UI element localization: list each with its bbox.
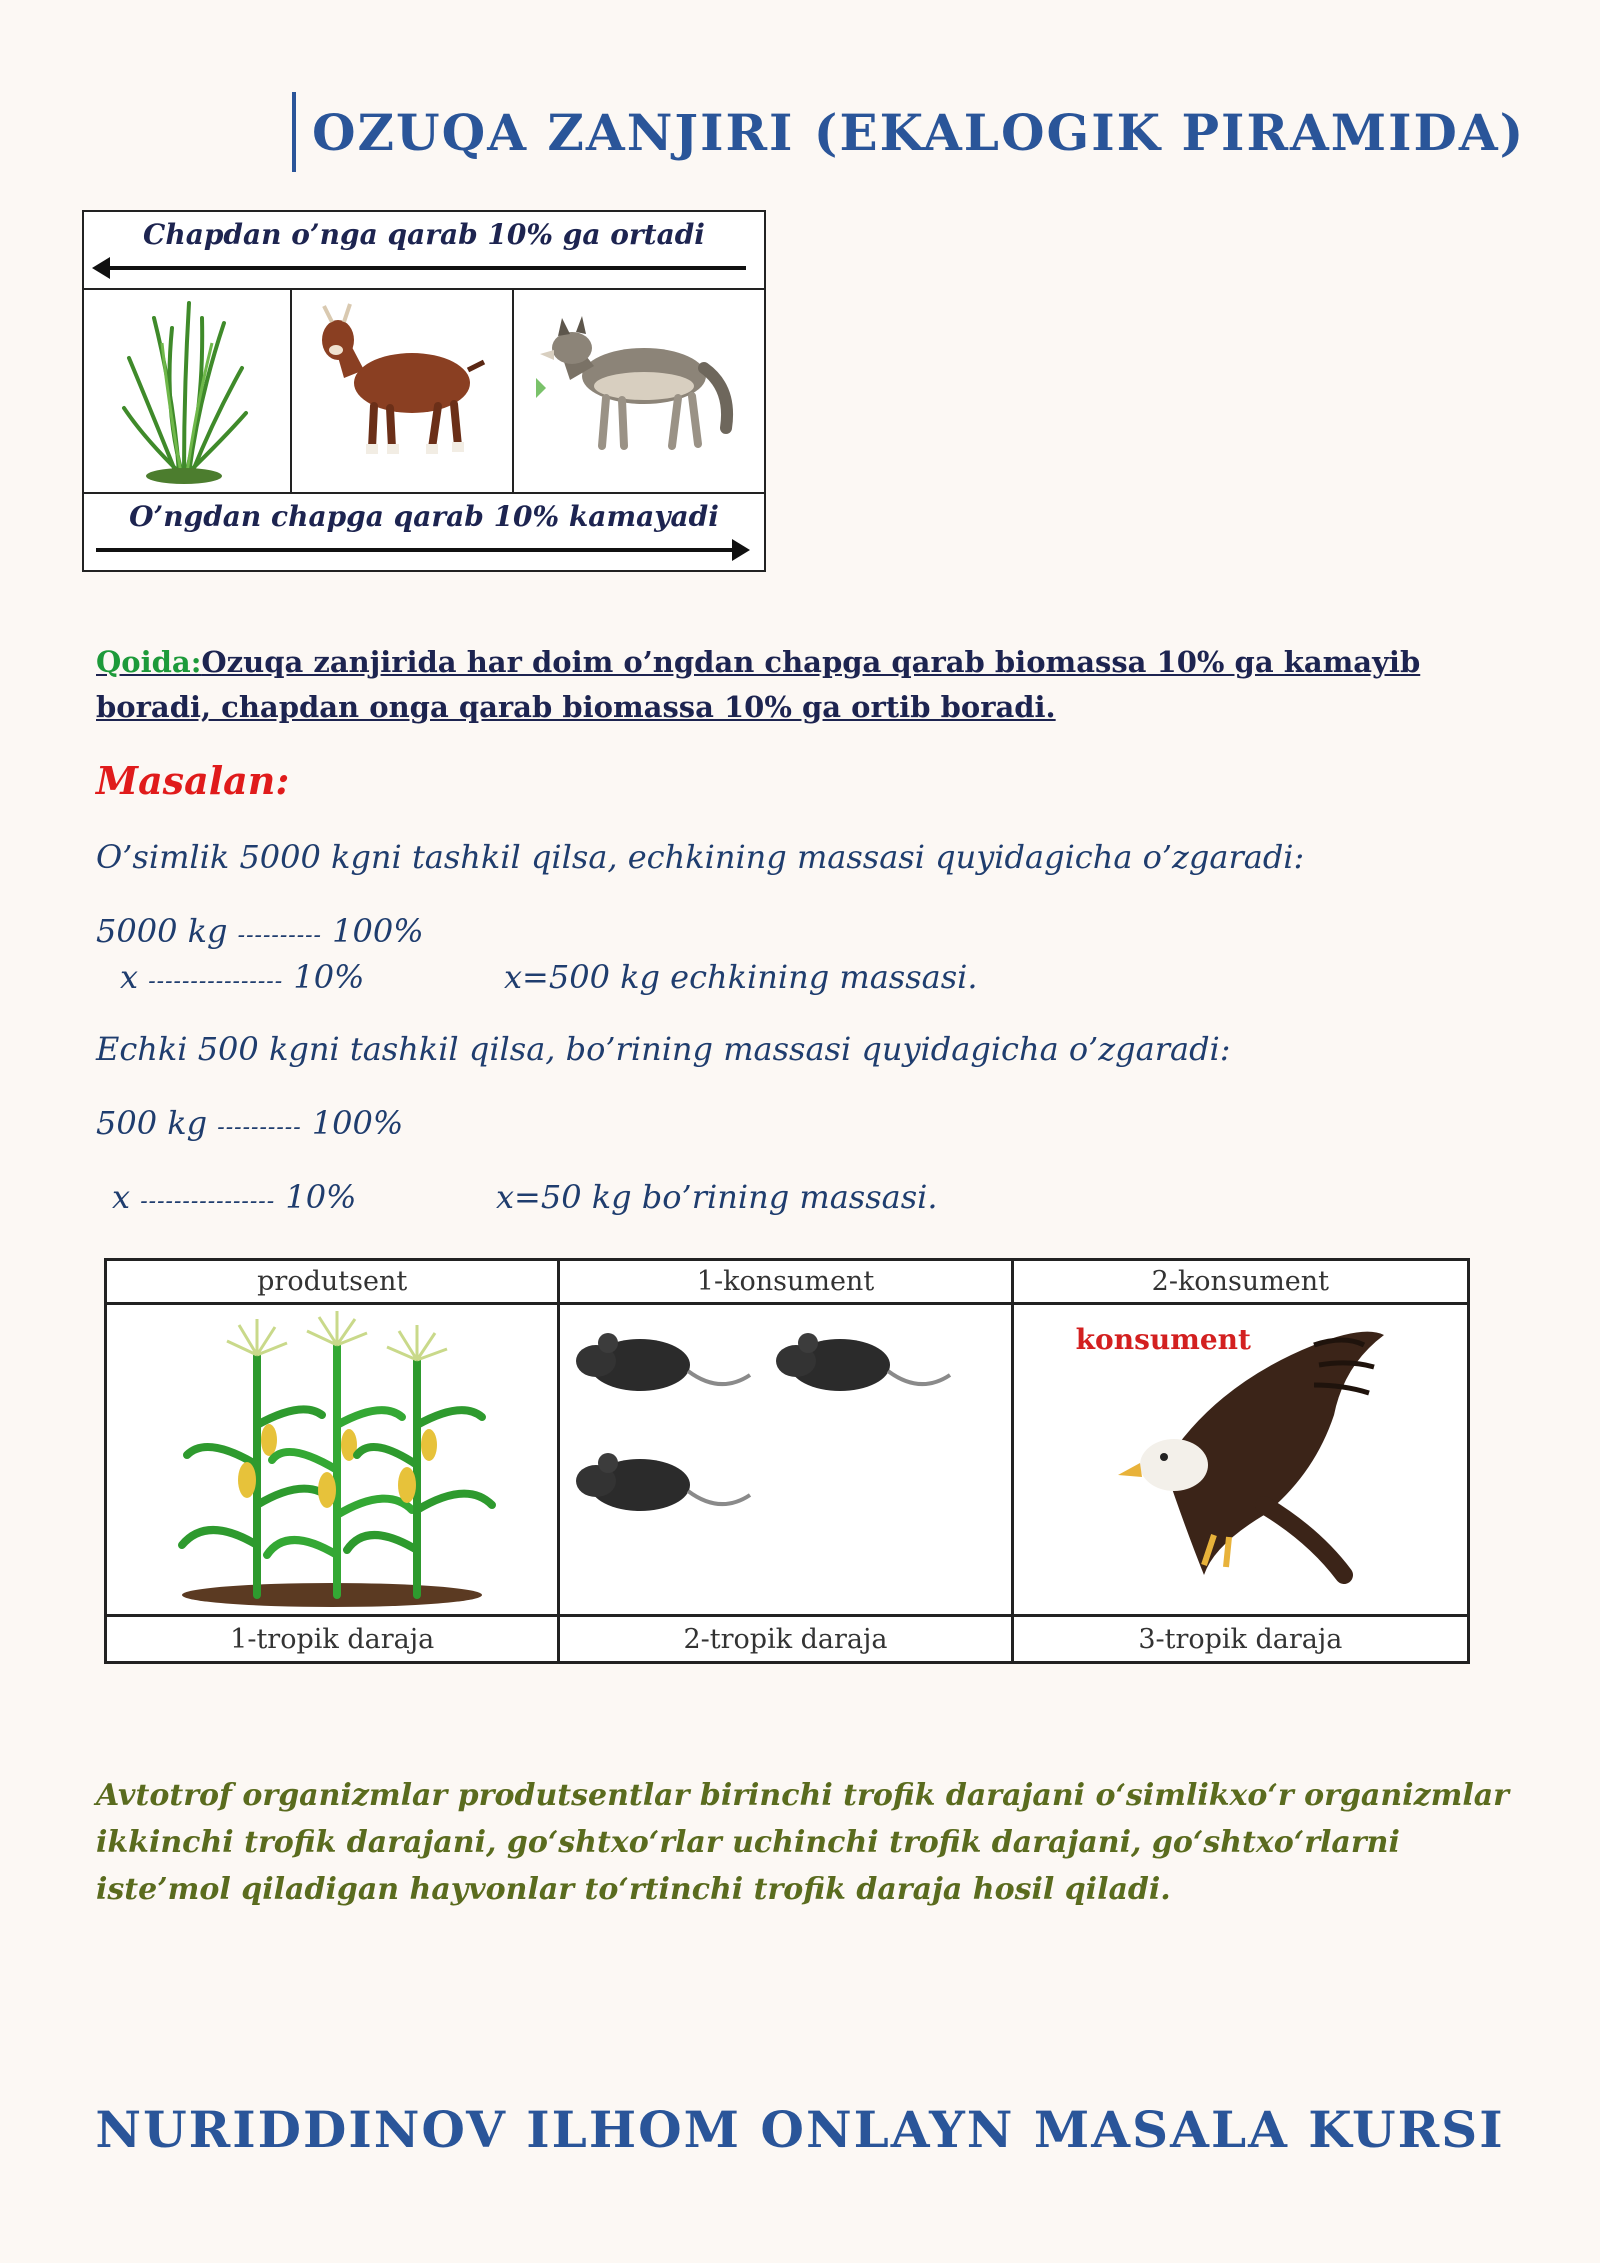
proportion-1b-dash: ----------------: [148, 969, 284, 994]
trophic-table: [104, 1258, 1470, 1664]
chain-top-caption: Chapdan o’nga qarab 10% ga ortadi: [143, 218, 705, 251]
proportion-2b: [112, 1178, 356, 1216]
eagle-cell: [1014, 1305, 1467, 1617]
proportion-2a-dash: ----------: [217, 1115, 302, 1140]
corn-image: [107, 1305, 557, 1615]
chain-top-row: [84, 212, 764, 290]
rat-3: [576, 1453, 750, 1511]
proportion-1a-left: 5000 kg: [96, 912, 228, 950]
konsument-label: konsument: [1075, 1323, 1251, 1356]
proportion-1-result: x=500 kg echkining massasi.: [504, 958, 978, 996]
wolf-image: [514, 288, 764, 494]
proportion-2b-dash: ----------------: [140, 1189, 276, 1214]
footer-1-tropik: 1-tropik daraja: [107, 1617, 560, 1661]
proportion-1b-right: 10%: [293, 958, 365, 996]
summary-paragraph: Avtotrof organizmlar produtsentlar birinchi trofik darajani o‘simlikxo‘r organizmlar ikkinchi trofik darajani, go‘shtxo‘rlar uchinchi trofik darajani, go‘shtxo‘rlarni iste’mol qiladigan hayvonlar to‘rtinchi trofik daraja hosil qiladi.: [96, 1778, 1509, 1907]
proportion-1a-right: 100%: [332, 912, 424, 950]
proportion-1b-left: x: [120, 958, 139, 996]
food-chain-box: [82, 210, 766, 572]
example-line-2: Echki 500 kgni tashkil qilsa, bo’rining massasi quyidagicha o’zgaradi:: [96, 1030, 1231, 1068]
goat-cell: [292, 288, 514, 494]
chain-bottom-caption: O’ngdan chapga qarab 10% kamayadi: [129, 500, 719, 533]
rats-image: [560, 1305, 1010, 1615]
chain-images-row: [84, 288, 764, 494]
chain-bottom-row: [84, 492, 764, 570]
grass-image: [84, 288, 290, 494]
header-2-konsument: 2-konsument: [1014, 1261, 1467, 1305]
header-produtsent: produtsent: [107, 1261, 560, 1305]
proportion-1a-dash: ----------: [237, 923, 322, 948]
title-block: [292, 92, 1525, 172]
proportion-1a: [96, 912, 424, 950]
proportion-2b-left: x: [112, 1178, 131, 1216]
proportion-2a-left: 500 kg: [96, 1104, 208, 1142]
proportion-1b: [120, 958, 364, 996]
goat-image: [292, 288, 512, 494]
header-1-konsument: 1-konsument: [560, 1261, 1013, 1305]
proportion-2a-right: 100%: [311, 1104, 404, 1142]
corn-cell: [107, 1305, 560, 1617]
proportion-2a: [96, 1104, 403, 1142]
footer-2-tropik: 2-tropik daraja: [560, 1617, 1013, 1661]
footer-3-tropik: 3-tropik daraja: [1138, 1623, 1343, 1655]
grass-cell: [84, 288, 292, 494]
example-line-1: O’simlik 5000 kgni tashkil qilsa, echkining massasi quyidagicha o’zgaradi:: [96, 838, 1305, 876]
proportion-2b-right: 10%: [285, 1178, 357, 1216]
rat-2: [776, 1333, 950, 1391]
rule-label: Qoida:: [96, 645, 202, 679]
eagle-image: [1014, 1305, 1464, 1615]
footer-title: NURIDDINOV ILHOM ONLAYN MASALA KURSI: [95, 2100, 1505, 2159]
left-arrow-icon: [96, 266, 746, 270]
rule-text: Ozuqa zanjirida har doim o’ngdan chapga qarab biomassa 10% ga kamayib boradi, chapdan onga qarab biomassa 10% ga ortib boradi.: [96, 645, 1421, 724]
wolf-cell: [514, 288, 764, 494]
rats-cell: [560, 1305, 1013, 1617]
example-heading: Masalan:: [96, 758, 290, 803]
right-arrow-icon: [96, 548, 746, 552]
page-title: OZUQA ZANJIRI (EKALOGIK PIRAMIDA): [312, 102, 1526, 162]
proportion-2-result: x=50 kg bo’rining massasi.: [496, 1178, 938, 1216]
rule-paragraph: [96, 640, 1496, 730]
rat-1: [576, 1333, 750, 1391]
